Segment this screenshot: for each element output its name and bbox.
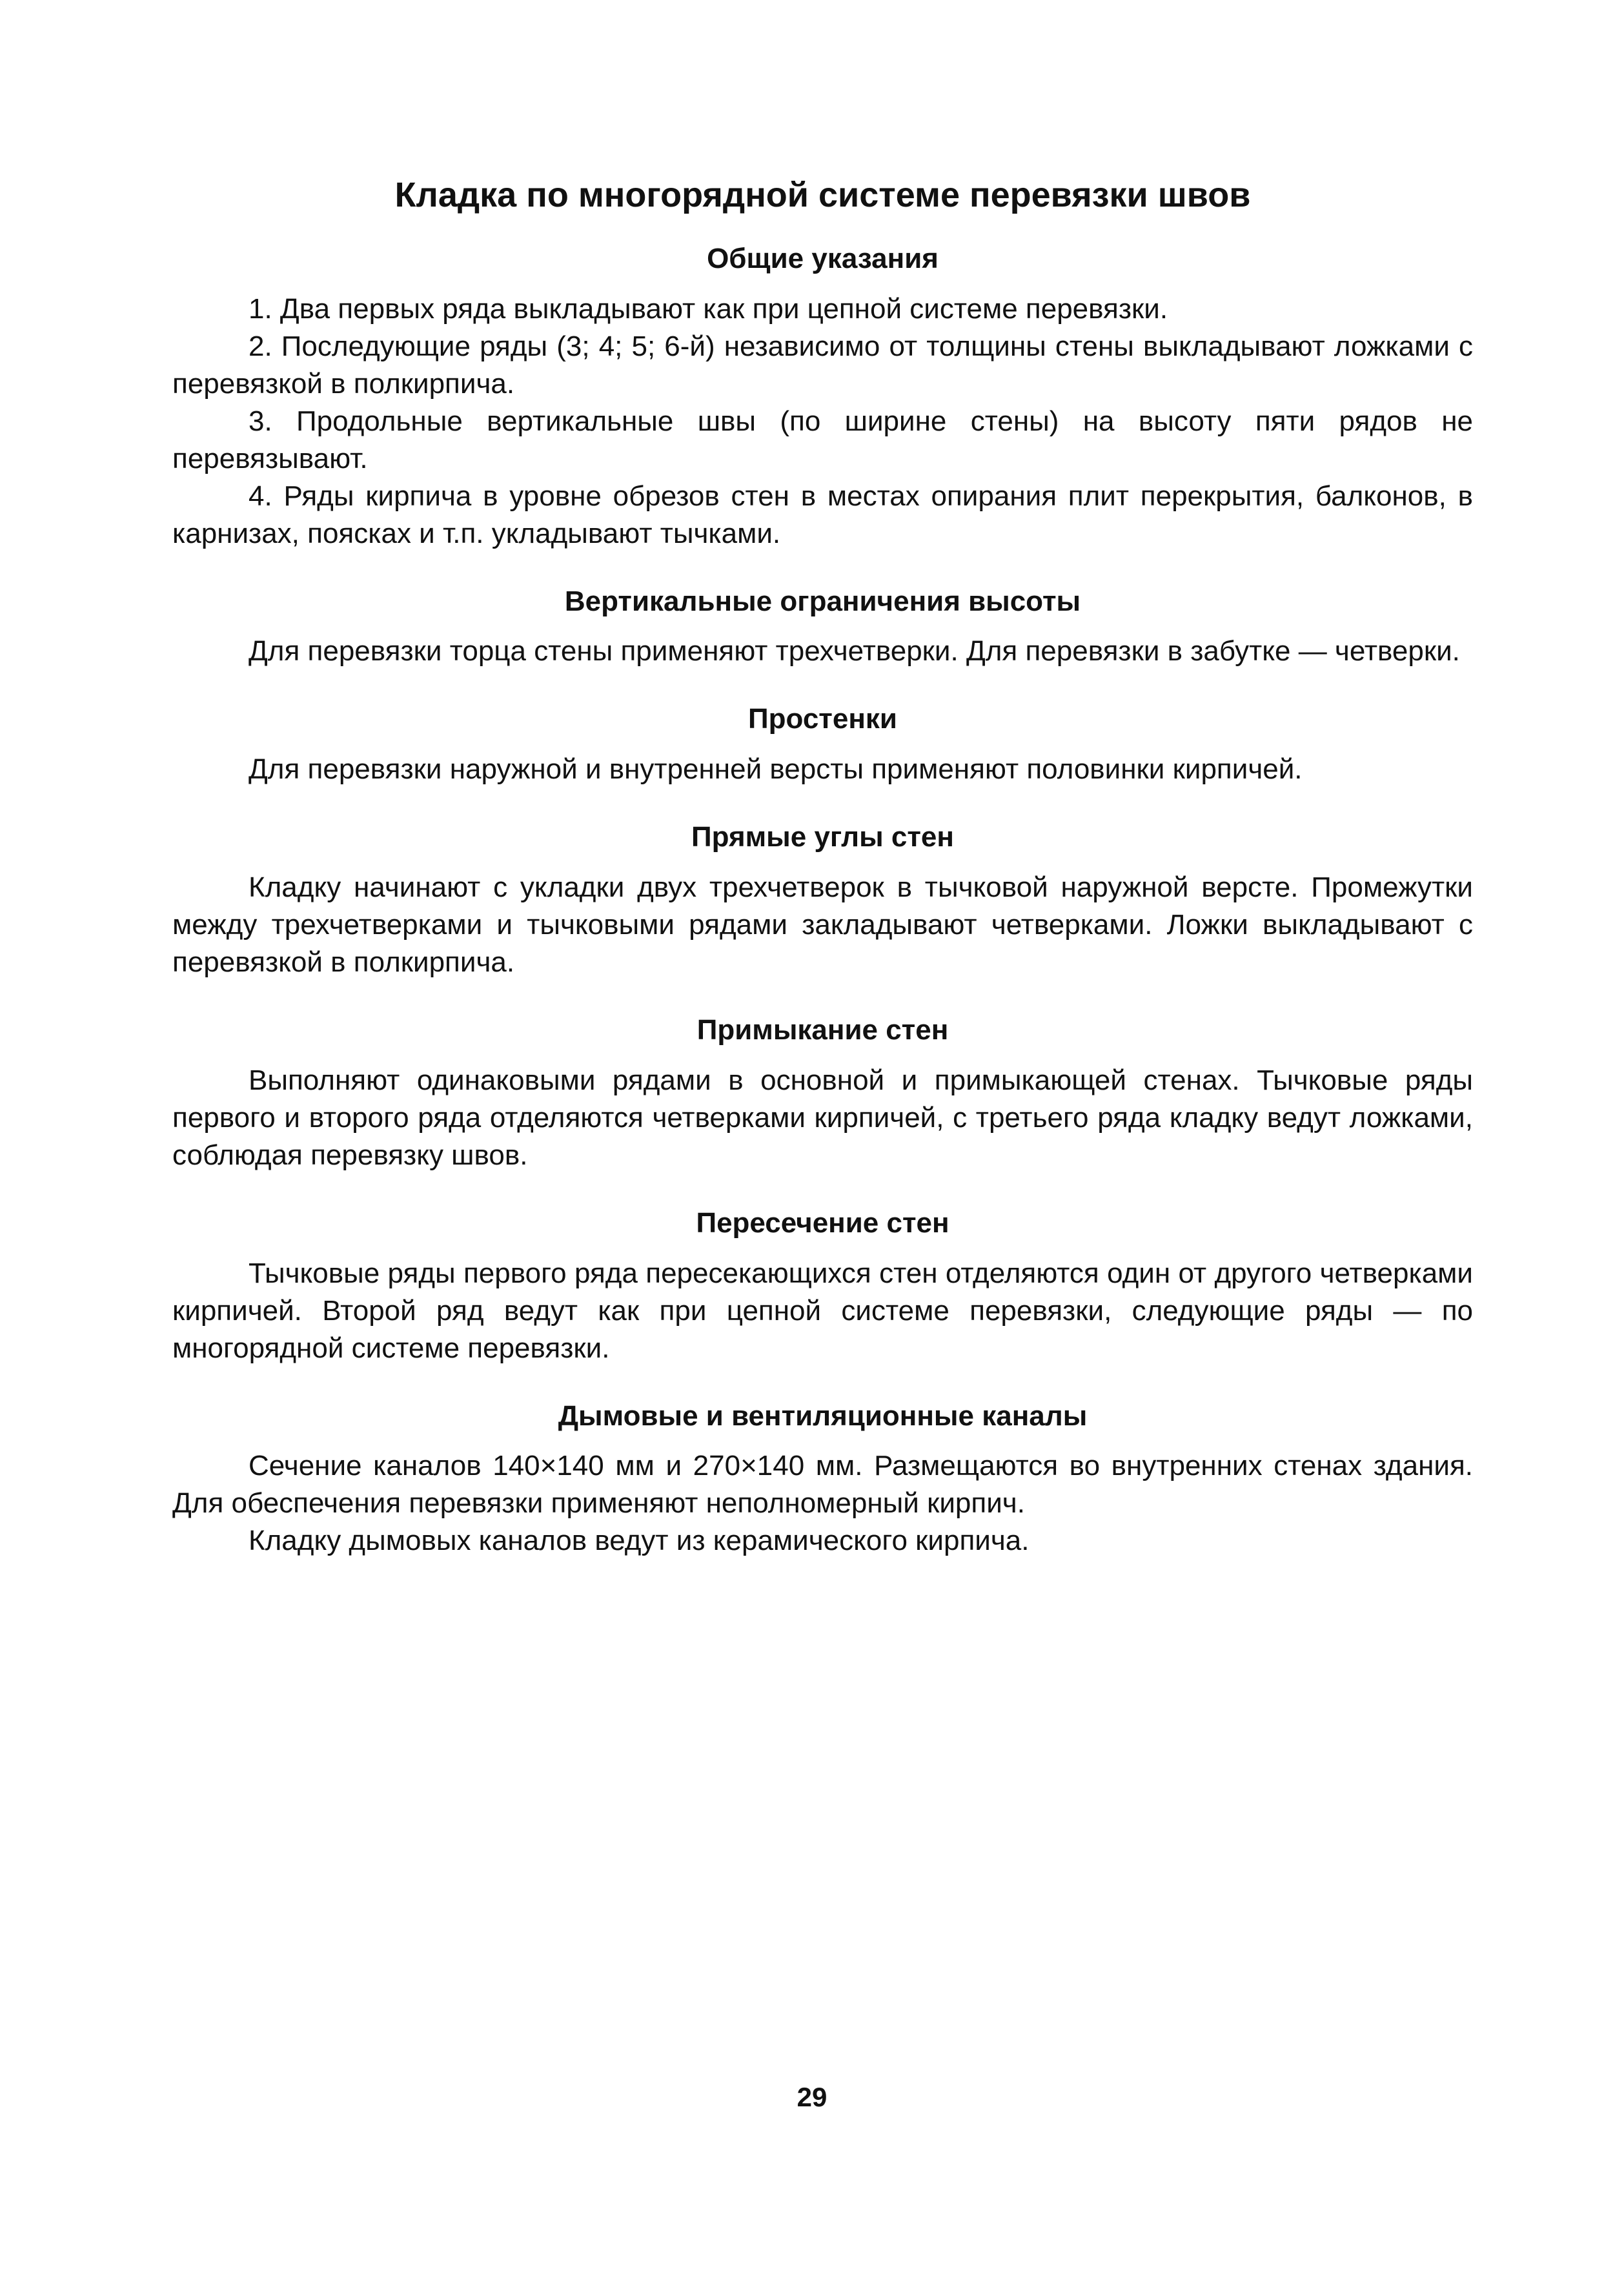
paragraph: Кладку дымовых каналов ведут из керамического кирпича. xyxy=(249,1525,1030,1557)
paragraph: 2. Последующие ряды (3; 4; 5; 6-й) независимо от толщины стены выкладывают ложками с перевязкой в полкирпича. xyxy=(172,330,1473,400)
section-heading: Дымовые и вентиляционные каналы xyxy=(558,1400,1088,1432)
section-heading: Общие указания xyxy=(707,242,939,274)
section-wall-junction xyxy=(172,1013,1473,1174)
page-number: 29 xyxy=(797,2082,827,2112)
section-general xyxy=(172,242,1473,553)
paragraph: 1. Два первых ряда выкладывают как при цепной системе перевязки. xyxy=(249,292,1168,325)
paragraph: 3. Продольные вертикальные швы (по ширине стены) на высоту пяти рядов не перевязывают. xyxy=(172,405,1473,474)
section-heading: Вертикальные ограничения высоты xyxy=(564,585,1081,617)
page-title: Кладка по многорядной системе перевязки швов xyxy=(394,176,1251,214)
paragraph: Для перевязки наружной и внутренней версты применяют половинки кирпичей. xyxy=(249,753,1303,786)
paragraph: Для перевязки торца стены применяют трехчетверки. Для перевязки в забутке — четверки. xyxy=(249,635,1460,667)
section-heading: Примыкание стен xyxy=(696,1013,949,1046)
section-heading: Прямые углы стен xyxy=(691,821,954,853)
section-heading: Пересечение стен xyxy=(696,1206,949,1239)
section-piers xyxy=(172,702,1473,788)
paragraph: Выполняют одинаковыми рядами в основной и примыкающей стенах. Тычковые ряды первого и второго ряда отделяются четверками кирпичей, с третьего ряда кладку ведут ложками, соблюдая перевязку швов. xyxy=(172,1064,1473,1171)
paragraph: Сечение каналов 140×140 мм и 270×140 мм. Размещаются во внутренних стенах здания. Для обеспечения перевязки применяют неполномерный кирпич. xyxy=(172,1450,1473,1520)
paragraph: Тычковые ряды первого ряда пересекающихся стен отделяются один от другого четверками кирпичей. Второй ряд ведут как при цепной системе перевязки, следующие ряды — по многорядной системе перевязки. xyxy=(172,1257,1473,1364)
section-wall-intersection xyxy=(172,1206,1473,1367)
section-heading: Простенки xyxy=(748,703,897,735)
document-page xyxy=(172,174,1473,1592)
paragraph: 4. Ряды кирпича в уровне обрезов стен в местах опирания плит перекрытия, балконов, в карнизах, поясках и т.п. укладывают тычками. xyxy=(172,480,1473,549)
section-vertical-limits xyxy=(172,585,1473,671)
paragraph: Кладку начинают с укладки двух трехчетверок в тычковой наружной версте. Промежутки между трехчетверками и тычковыми рядами закладывают четверками. Ложки выкладывают с перевязкой в полкирпича. xyxy=(172,871,1473,978)
section-flues xyxy=(172,1400,1473,1560)
section-right-angles xyxy=(172,820,1473,981)
